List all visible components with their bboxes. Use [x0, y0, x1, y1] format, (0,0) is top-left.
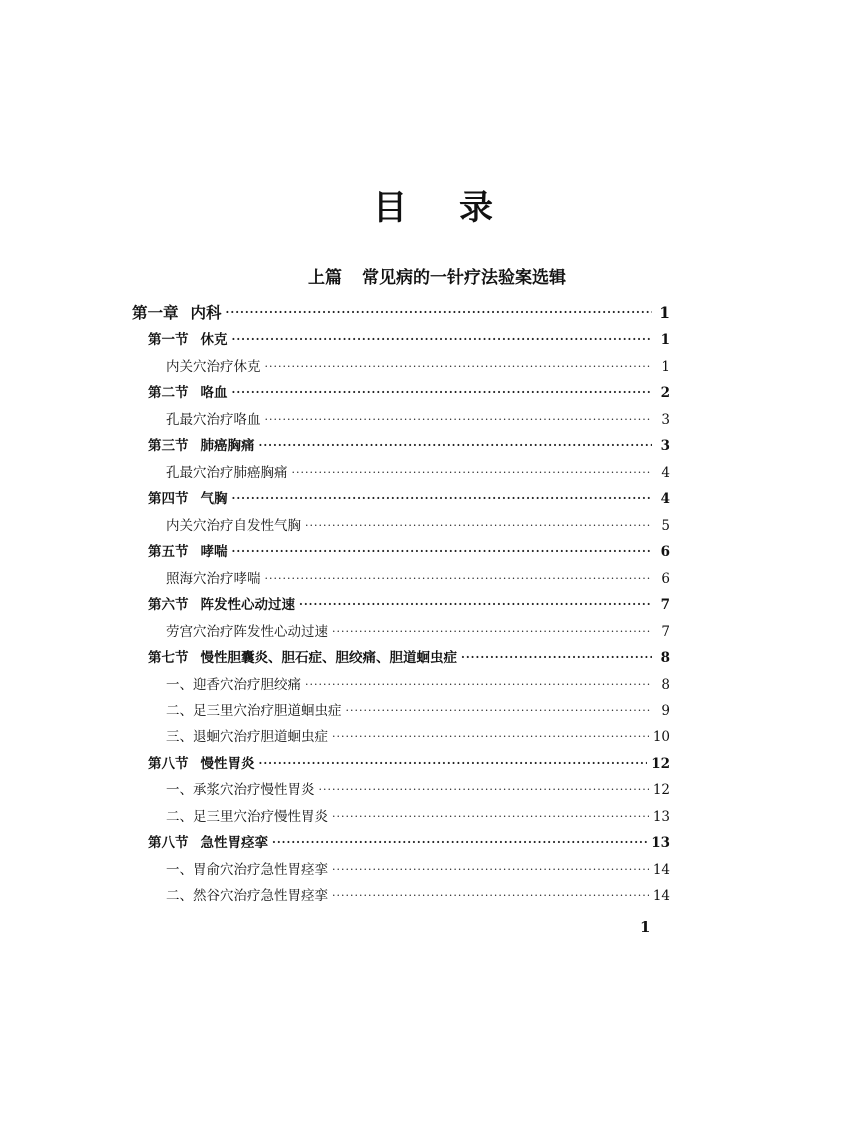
leader-dots — [461, 645, 652, 671]
toc-entry-label — [148, 486, 228, 512]
leader-dots — [332, 619, 652, 645]
toc-entry-text: 一、承浆穴治疗慢性胃炎 — [166, 782, 315, 798]
toc-entry-section — [148, 592, 670, 618]
toc-entry-section — [148, 327, 670, 353]
toc-entry-page: 12 — [651, 756, 670, 772]
toc-entry-page: 9 — [661, 703, 670, 719]
toc-entry-label — [166, 724, 328, 750]
toc-entry-label — [166, 857, 328, 883]
toc-entry-text: 急性胃痉挛 — [200, 835, 268, 851]
toc-entry-page: 5 — [661, 518, 670, 534]
toc-entry-section — [148, 830, 670, 856]
leader-dots — [332, 804, 649, 830]
toc-entry-page: 13 — [651, 835, 670, 851]
leader-dots — [272, 830, 647, 856]
leader-dots — [232, 380, 653, 406]
toc-entry-chapter — [132, 300, 670, 326]
toc-entry-item — [166, 857, 670, 883]
toc-entry-label — [148, 751, 255, 777]
toc-entry-item — [166, 672, 670, 698]
leader-dots — [332, 883, 649, 909]
toc-entry-page: 1 — [659, 303, 670, 322]
toc-entry-label — [166, 672, 301, 698]
leader-dots — [305, 672, 652, 698]
part-title — [0, 266, 866, 290]
toc-entry-label — [148, 645, 457, 671]
toc-entry-page: 3 — [661, 412, 670, 428]
leader-dots — [299, 592, 652, 618]
toc-entry-page: 4 — [661, 465, 670, 481]
toc-entry-page: 6 — [661, 571, 670, 587]
toc-entry-text: 阵发性心动过速 — [200, 597, 295, 613]
toc-entry-prefix: 第二节 — [148, 385, 189, 401]
leader-dots — [346, 698, 653, 724]
toc-entry-label — [166, 460, 288, 486]
toc-entry-item — [166, 724, 670, 750]
toc-entry-text: 休克 — [200, 332, 228, 348]
toc-entry-label — [148, 380, 228, 406]
toc-entry-page: 4 — [660, 491, 670, 507]
leader-dots — [332, 724, 649, 750]
leader-dots — [292, 460, 653, 486]
toc-entry-label — [148, 592, 295, 618]
toc-entry-item — [166, 407, 670, 433]
leader-dots — [232, 486, 653, 512]
toc-entry-prefix: 第五节 — [148, 544, 189, 560]
toc-entry-text: 慢性胃炎 — [200, 756, 255, 772]
toc-entry-prefix: 第七节 — [148, 650, 189, 666]
toc-entry-label — [148, 433, 255, 459]
toc-entry-item — [166, 513, 670, 539]
toc-entry-section — [148, 380, 670, 406]
toc-entry-label — [166, 883, 328, 909]
toc-entry-text: 三、退蛔穴治疗胆道蛔虫症 — [166, 729, 328, 745]
toc-entry-page: 6 — [660, 544, 670, 560]
toc-entry-page: 7 — [660, 597, 670, 613]
toc-entry-label — [148, 830, 268, 856]
toc-entry-item — [166, 354, 670, 380]
toc-entry-text: 肺癌胸痛 — [200, 438, 255, 454]
toc-entry-text: 内关穴治疗休克 — [166, 359, 261, 375]
page-title: 目录 — [373, 188, 545, 228]
toc-entry-label — [166, 407, 261, 433]
leader-dots — [332, 857, 649, 883]
toc-entry-text: 孔最穴治疗肺癌胸痛 — [166, 465, 288, 481]
toc-entry-prefix: 第八节 — [148, 756, 189, 772]
toc-entry-text: 内科 — [190, 303, 222, 322]
toc-entry-prefix: 第一章 — [132, 303, 179, 322]
toc-entry-prefix: 第八节 — [148, 835, 189, 851]
toc-entry-section — [148, 645, 670, 671]
toc-entry-label — [132, 300, 222, 326]
toc-entry-text: 一、胃俞穴治疗急性胃痉挛 — [166, 862, 328, 878]
toc-entry-label — [166, 804, 328, 830]
toc-entry-prefix: 第一节 — [148, 332, 189, 348]
toc-entry-section — [148, 486, 670, 512]
toc-entry-prefix: 第六节 — [148, 597, 189, 613]
toc-entry-section — [148, 539, 670, 565]
toc-entry-prefix: 第四节 — [148, 491, 189, 507]
toc-entry-page: 1 — [661, 359, 670, 375]
toc-entry-text: 气胸 — [200, 491, 228, 507]
leader-dots — [265, 566, 653, 592]
toc-entry-page: 14 — [652, 888, 670, 904]
toc-entry-item — [166, 566, 670, 592]
leader-dots — [265, 354, 653, 380]
toc-entry-text: 内关穴治疗自发性气胸 — [166, 518, 301, 534]
toc-entry-page: 8 — [661, 677, 670, 693]
toc-entry-item — [166, 777, 670, 803]
toc-entry-page: 10 — [652, 729, 670, 745]
toc-entry-label — [166, 513, 301, 539]
toc-entry-text: 二、足三里穴治疗胆道蛔虫症 — [166, 703, 342, 719]
toc-entry-text: 一、迎香穴治疗胆绞痛 — [166, 677, 301, 693]
leader-dots — [226, 300, 652, 326]
toc-entry-text: 哮喘 — [200, 544, 228, 560]
toc-entry-page: 8 — [660, 650, 670, 666]
toc-entry-item — [166, 804, 670, 830]
leader-dots — [232, 327, 653, 353]
toc-entry-item — [166, 460, 670, 486]
toc-entry-text: 照海穴治疗哮喘 — [166, 571, 261, 587]
toc-entry-label — [166, 354, 261, 380]
toc-entry-text: 二、然谷穴治疗急性胃痉挛 — [166, 888, 328, 904]
toc-entry-text: 孔最穴治疗咯血 — [166, 412, 261, 428]
part-title-prefix: 上篇 — [308, 268, 342, 288]
leader-dots — [305, 513, 652, 539]
toc-entry-text: 二、足三里穴治疗慢性胃炎 — [166, 809, 328, 825]
toc-entry-label — [166, 619, 328, 645]
toc-entry-section — [148, 751, 670, 777]
page-number: 1 — [640, 918, 651, 936]
toc-entry-text: 劳宫穴治疗阵发性心动过速 — [166, 624, 328, 640]
toc-entry-page: 2 — [660, 385, 670, 401]
toc-entry-item — [166, 619, 670, 645]
leader-dots — [265, 407, 653, 433]
leader-dots — [232, 539, 653, 565]
toc-entry-label — [166, 566, 261, 592]
toc-entry-text: 慢性胆囊炎、胆石症、胆绞痛、胆道蛔虫症 — [200, 650, 457, 666]
toc-entry-page: 13 — [652, 809, 670, 825]
leader-dots — [259, 751, 648, 777]
leader-dots — [319, 777, 649, 803]
leader-dots — [259, 433, 653, 459]
toc-entry-label — [148, 539, 228, 565]
toc-entry-prefix: 第三节 — [148, 438, 189, 454]
toc-entry-item — [166, 883, 670, 909]
toc-entry-section — [148, 433, 670, 459]
toc-entry-label — [148, 327, 228, 353]
toc-entry-item — [166, 698, 670, 724]
toc-entry-page: 14 — [652, 862, 670, 878]
toc-entry-page: 7 — [661, 624, 670, 640]
toc-entry-text: 咯血 — [200, 385, 228, 401]
toc-entry-page: 12 — [652, 782, 670, 798]
toc-entry-label — [166, 777, 315, 803]
toc-entry-page: 3 — [660, 438, 670, 454]
part-title-text: 常见病的一针疗法验案选辑 — [362, 268, 566, 288]
toc-entry-label — [166, 698, 342, 724]
toc-entry-page: 1 — [660, 332, 670, 348]
